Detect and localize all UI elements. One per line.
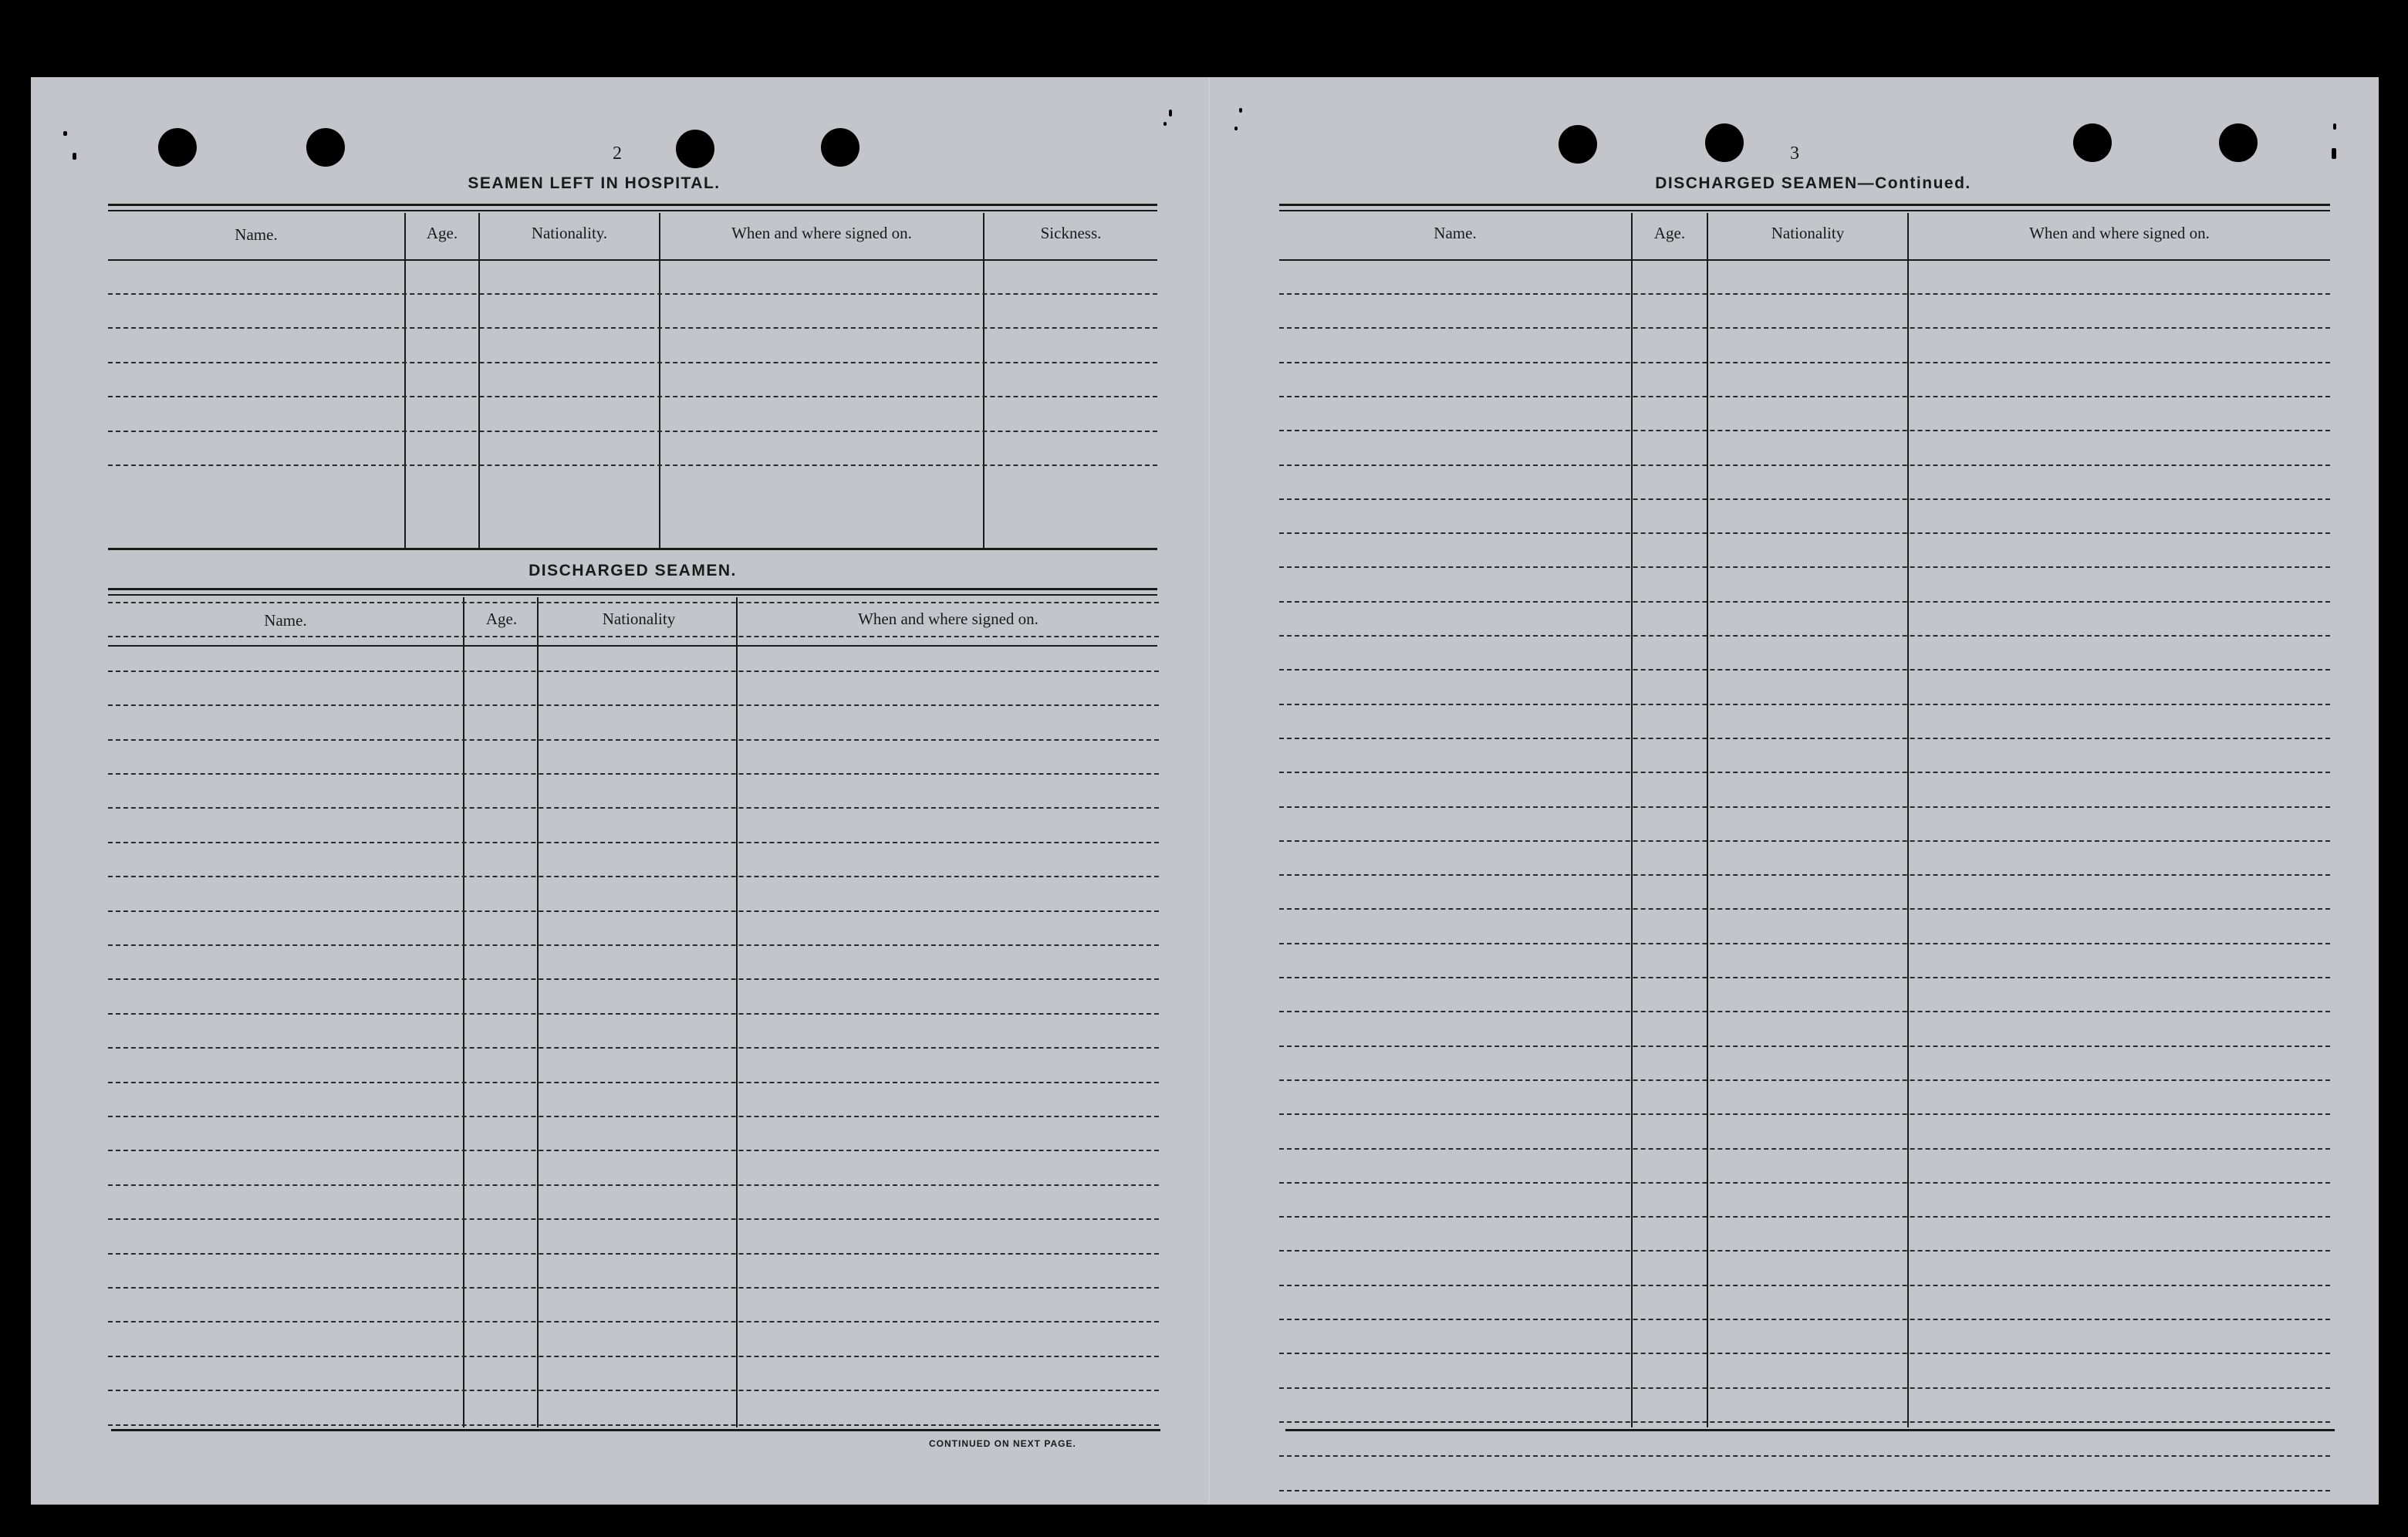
column-header-nationality: Nationality [1771,224,1845,242]
paper-mark [63,131,67,136]
paper-mark [1239,108,1242,113]
table-row [1279,1148,2330,1150]
column-header-age: Age. [485,610,518,628]
table-row [1279,1285,2330,1286]
column-header-name: Name. [264,611,307,630]
table-row [1279,601,2330,603]
table-row [108,1321,1159,1322]
punch-hole [1705,123,1744,162]
table-row [108,1287,1159,1289]
table-row [1279,1045,2330,1047]
table-row [1279,1455,2330,1457]
header-underline [1279,259,2330,261]
table-row [108,910,1159,912]
column-header-signed-on: When and where signed on. [2029,224,2210,242]
table-row [108,944,1159,946]
column-header-age: Age. [1653,224,1686,242]
punch-hole [158,128,197,167]
table-row [1279,464,2330,466]
discharged-section-title: DISCHARGED SEAMEN. [529,562,737,579]
right-top-rule [1279,204,2330,206]
table-row [1279,840,2330,842]
column-header-nationality: Nationality [602,610,676,628]
table-row [108,842,1159,843]
continued-note: CONTINUED ON NEXT PAGE. [929,1438,1076,1449]
punch-hole [1559,125,1597,164]
table-row [1279,772,2330,773]
table-row [108,1218,1159,1220]
table-row [1279,806,2330,808]
table-row [1279,874,2330,876]
punch-hole [2219,123,2258,162]
center-fold [1208,77,1210,1505]
table-row [108,396,1157,397]
table-row [108,807,1159,809]
paper-mark [1163,122,1167,126]
table-row [1279,669,2330,671]
column-header-age: Age. [426,224,458,242]
table-row [108,1390,1159,1391]
table-row [1279,327,2330,329]
table-row [108,1356,1159,1357]
table-row [1279,1250,2330,1252]
table-row [108,464,1157,466]
table-row [108,431,1157,432]
table-row [1279,430,2330,431]
table-row [108,1150,1159,1151]
table-row [108,636,1159,637]
table-row [1279,1216,2330,1218]
hospital-section-title: SEAMEN LEFT IN HOSPITAL. [468,174,721,192]
table-row [108,1424,1159,1426]
table-row [108,876,1159,877]
table-row [108,1253,1159,1255]
page-number-right: 3 [1790,144,1799,164]
table-row [1279,1490,2330,1491]
table-row [1279,362,2330,363]
table-row [1279,1011,2330,1012]
discharged-top-rule [108,588,1157,590]
table-row [108,1082,1159,1083]
table-row [1279,566,2330,568]
table-row [108,1184,1159,1186]
table-row [108,1013,1159,1015]
table-row [1279,635,2330,637]
table-row [108,773,1159,775]
paper-mark [1169,110,1172,117]
punch-hole [676,130,714,168]
table-row [1279,1387,2330,1389]
column-header-sickness: Sickness. [1040,224,1102,242]
table-row [108,704,1159,706]
bottom-rule-right [1285,1429,2335,1431]
hospital-top-rule [108,204,1157,206]
column-divider [983,213,984,548]
table-row [1279,1182,2330,1184]
table-row [1279,1353,2330,1354]
column-header-name: Name. [1434,224,1477,242]
punch-hole [821,128,860,167]
table-row [108,671,1159,672]
paper-mark [2332,148,2336,159]
table-row [1279,396,2330,397]
table-row [108,602,1159,603]
paper-mark [1234,127,1238,130]
table-row [1279,977,2330,978]
table-row [108,1047,1159,1049]
table-row [108,327,1157,329]
paper-mark [73,153,76,160]
table-row [1279,704,2330,705]
header-underline [108,645,1157,647]
section-rule [108,548,1157,550]
table-row [1279,908,2330,910]
table-row [108,362,1157,363]
table-row [108,739,1159,741]
table-row [1279,1113,2330,1115]
column-header-nationality: Nationality. [531,224,608,242]
punch-hole [2073,123,2112,162]
hospital-top-rule [108,210,1157,211]
table-row [1279,738,2330,739]
table-row [1279,532,2330,534]
column-divider [659,213,660,548]
header-underline [108,259,1157,261]
table-row [108,293,1157,295]
table-row [1279,293,2330,295]
column-header-signed-on: When and where signed on. [858,610,1039,628]
punch-hole [306,128,345,167]
table-row [1279,1421,2330,1423]
column-divider [404,213,406,548]
discharged-top-rule [108,594,1157,596]
table-row [1279,1079,2330,1081]
column-header-signed-on: When and where signed on. [731,224,912,242]
form-sheet [31,77,2379,1505]
column-divider [478,213,480,548]
table-row [1279,498,2330,500]
table-row [108,1116,1159,1117]
paper-mark [2333,123,2336,130]
discharged-continued-title: DISCHARGED SEAMEN—Continued. [1655,174,1971,192]
table-row [1279,943,2330,944]
right-top-rule [1279,210,2330,211]
page-number-left: 2 [613,144,622,164]
table-row [1279,1319,2330,1320]
column-header-name: Name. [235,225,278,244]
bottom-rule-left [111,1429,1160,1431]
table-row [108,978,1159,980]
